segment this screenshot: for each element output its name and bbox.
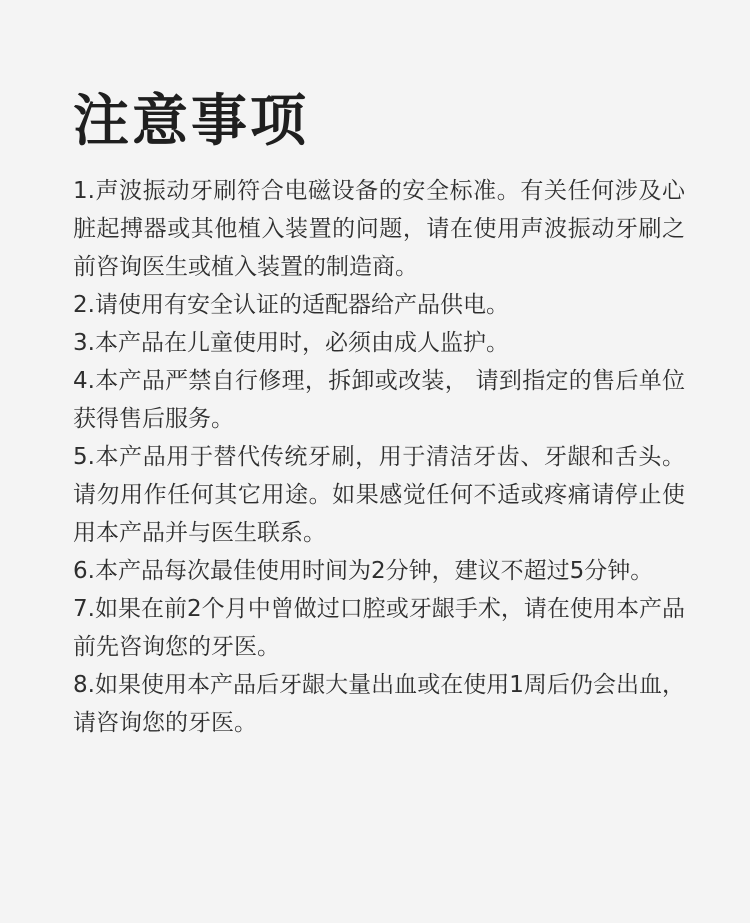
notice-item-5: 5.本产品用于替代传统牙刷，用于清洁牙齿、牙龈和舌头。请勿用作任何其它用途。如果感觉任何不适或疼痛请停止使用本产品并与医生联系。 [73,444,685,546]
page-title: 注意事项 [73,89,309,154]
notice-item-7: 7.如果在前2个月中曾做过口腔或牙龈手术，请在使用本产品前先咨询您的牙医。 [73,596,685,660]
notice-item-6: 6.本产品每次最佳使用时间为2分钟，建议不超过5分钟。 [73,558,654,584]
notice-item-4: 4.本产品严禁自行修理，拆卸或改装， 请到指定的售后单位获得售后服务。 [73,368,685,432]
notice-item-1: 1.声波振动牙刷符合电磁设备的安全标准。有关任何涉及心脏起搏器或其他植入装置的问题，请在使用声波振动牙刷之前咨询医生或植入装置的制造商。 [73,178,685,280]
notice-item-3: 3.本产品在儿童使用时，必须由成人监护。 [73,330,509,356]
notice-item-8: 8.如果使用本产品后牙龈大量出血或在使用1周后仍会出血，请咨询您的牙医。 [73,672,685,736]
notice-item-2: 2.请使用有安全认证的适配器给产品供电。 [73,292,509,318]
notice-list [73,172,690,742]
